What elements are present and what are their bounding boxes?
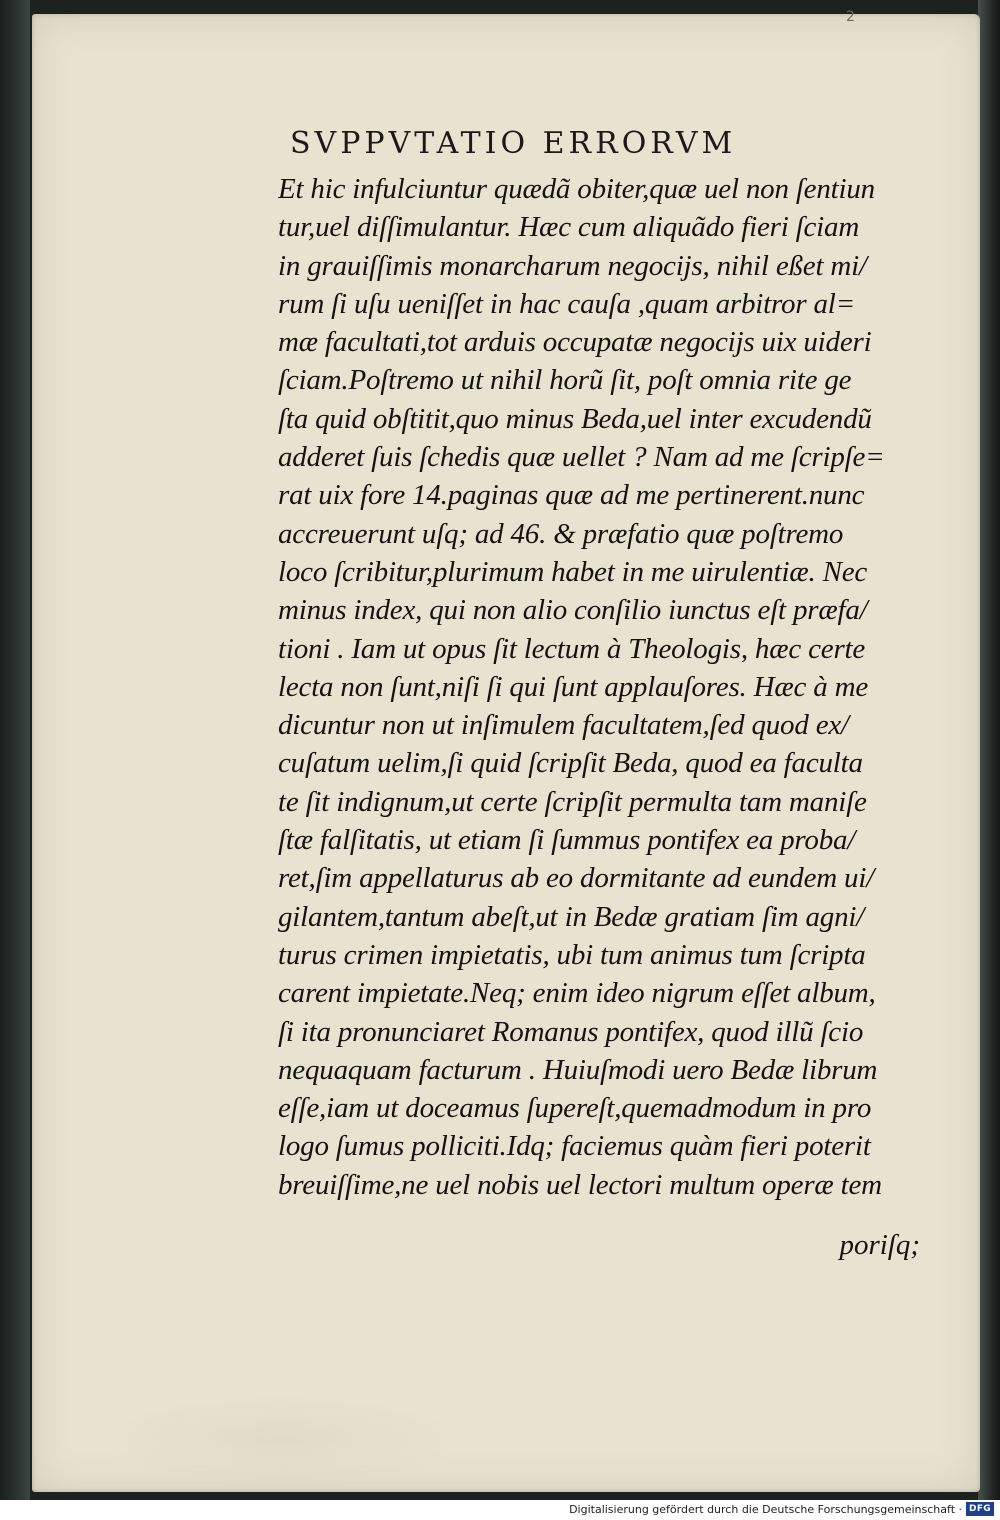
text-line: rat uix fore 14.paginas quæ ad me pertinerent.nunc	[278, 479, 865, 512]
text-line: rum ſi uſu ueniſſet in hac cauſa ,quam arbitror al=	[278, 287, 855, 320]
text-line: ſciam.Poſtremo ut nihil horũ ſit, poſt omnia rite ge	[278, 364, 852, 397]
text-line: ret,ſim appellaturus ab eo dormitante ad eundem ui/	[278, 862, 875, 895]
catchword: poriſq;	[839, 1229, 920, 1261]
text-line: adderet ſuis ſchedis quæ uellet ? Nam ad me ſcripſe=	[278, 441, 885, 474]
text-line: accreuerunt uſq; ad 46. & præfatio quæ poſtremo	[278, 517, 844, 550]
scan-edge-right	[978, 0, 1000, 1500]
text-line: cuſatum uelim,ſi quid ſcripſit Beda, quod ea faculta	[278, 747, 863, 780]
dfg-logo: DFG	[966, 1502, 994, 1516]
text-line: mæ facultati,tot arduis occupatæ negocijs uix uideri	[278, 326, 872, 359]
text-line: ſi ita pronunciaret Romanus pontifex, quod illũ ſcio	[278, 1015, 864, 1048]
text-line: gilantem,tantum abeſt,ut in Bedæ gratiam ſim agni/	[278, 900, 865, 933]
text-line: nequaquam facturum . Huiuſmodi uero Bedæ librum	[278, 1053, 878, 1086]
text-line: in grauiſſimis monarcharum negocijs, nihil eßet mi/	[278, 249, 867, 282]
body-text	[278, 170, 918, 1204]
page-corner-mark: 2	[846, 9, 855, 25]
scan-edge-left	[0, 0, 30, 1500]
footer-credit: Digitalisierung gefördert durch die Deutsche Forschungsgemeinschaft ·	[569, 1503, 962, 1516]
text-line: ſta quid obſtitit,quo minus Beda,uel inter excudendũ	[278, 402, 872, 435]
text-line: tur,uel diſſimulantur. Hæc cum aliquãdo fieri ſciam	[278, 211, 860, 244]
text-line: turus crimen impietatis, ubi tum animus tum ſcripta	[278, 938, 866, 971]
paper-stain	[92, 1394, 472, 1484]
text-line: minus index, qui non alio conſilio iunctus eſt præfa/	[278, 594, 868, 627]
text-line: carent impietate.Neq; enim ideo nigrum eſſet album,	[278, 977, 876, 1010]
text-line: dicuntur non ut inſimulem facultatem,ſed quod ex/	[278, 709, 849, 742]
text-line: tioni . Iam ut opus ſit lectum à Theologis, hæc certe	[278, 632, 866, 665]
text-line: Et hic infulciuntur quædã obiter,quæ uel non ſentiun	[278, 173, 875, 205]
running-header: SVPPVTATIO ERRORVM	[290, 126, 737, 161]
text-line: te ſit indignum,ut certe ſcripſit permulta tam maniſe	[278, 785, 867, 818]
text-line: ſtæ falſitatis, ut etiam ſi ſummus pontifex ea proba/	[278, 824, 856, 857]
text-line: logo ſumus polliciti.Idq; faciemus quàm fieri poterit	[278, 1130, 871, 1163]
text-line: lecta non ſunt,niſi ſi qui ſunt applauſores. Hæc à me	[278, 670, 869, 703]
text-line: breuiſſime,ne uel nobis uel lectori multum operæ tem	[278, 1168, 882, 1201]
text-line: eſſe,iam ut doceamus ſupereſt,quemadmodum in pro	[278, 1092, 872, 1125]
text-line: loco ſcribitur,plurimum habet in me uirulentiæ. Nec	[278, 555, 868, 588]
